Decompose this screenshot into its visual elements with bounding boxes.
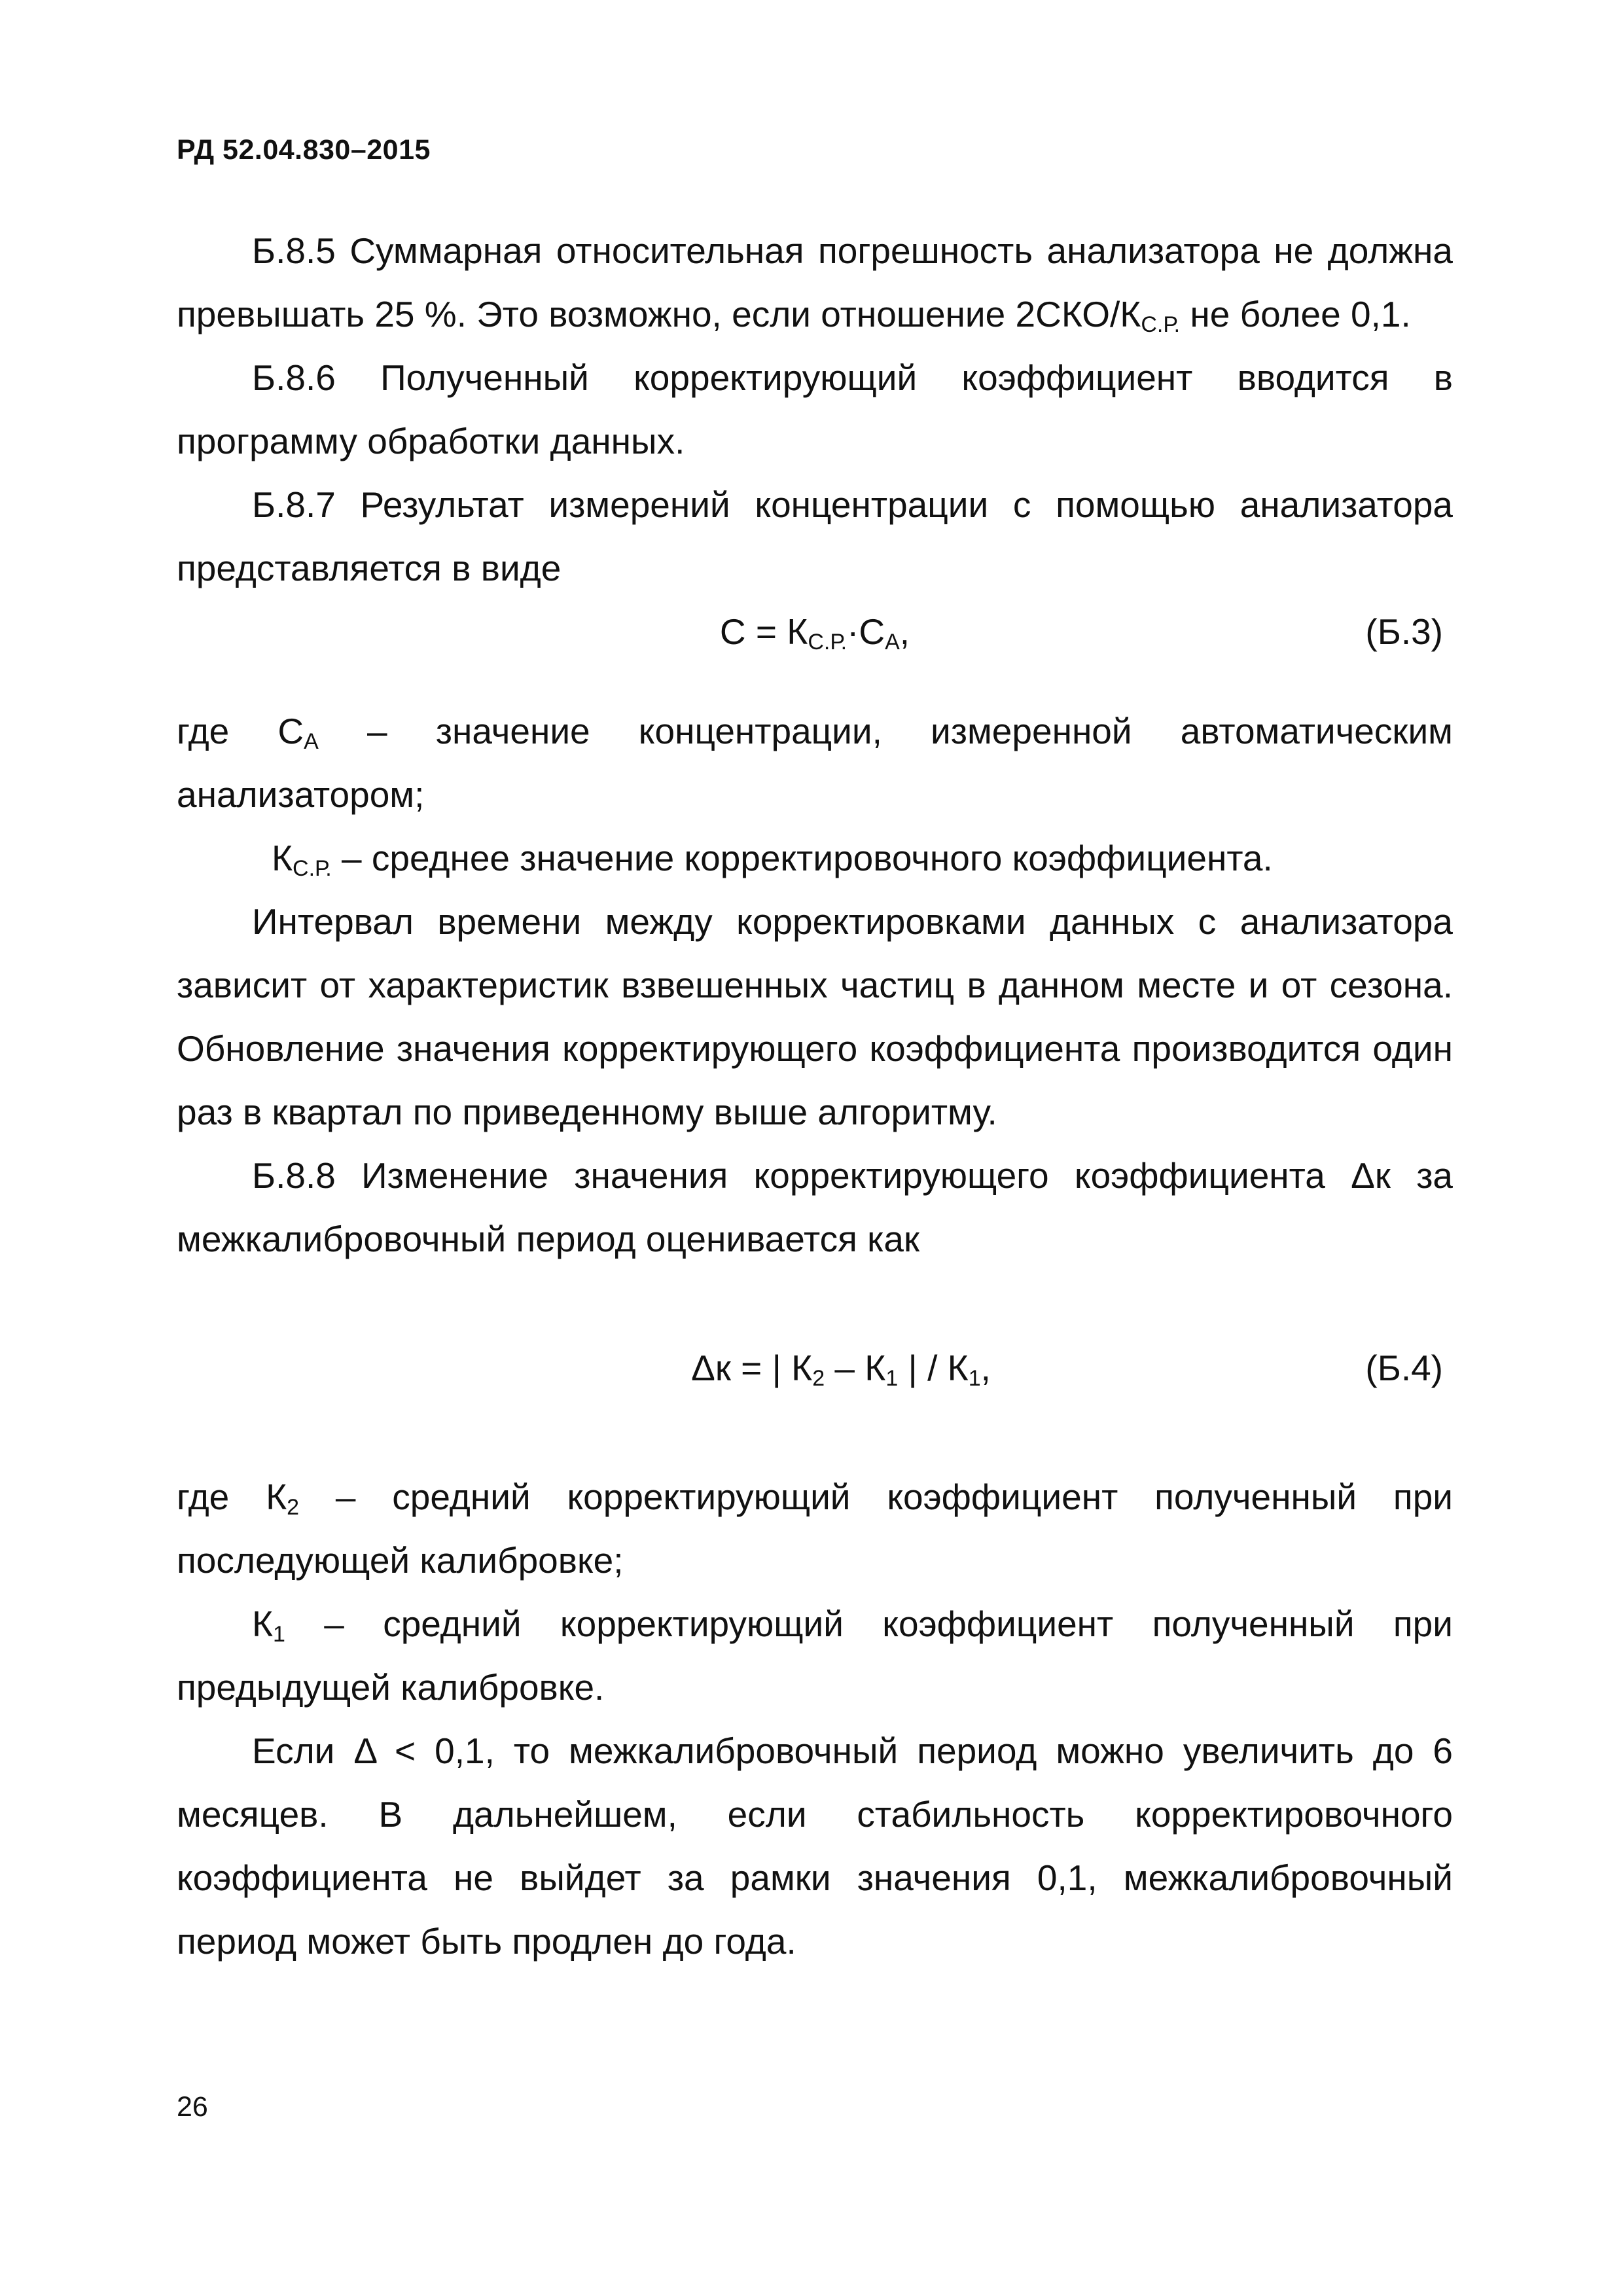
section-label-b87: Б.8.7 (252, 484, 336, 525)
paragraph-b86: Б.8.6 Полученный корректирующий коэффициент вводится в программу обработки данных. (177, 357, 1453, 461)
where-kcp: $К_{С.Р.}$ – среднее значение корректировочного коэффициента. (272, 838, 1273, 881)
paragraph-b85: Б.8.5 Суммарная относительная погрешность анализатора не должна превышать 25 %. Это возможно, если отношение $2СКО/К_{С.Р.}$ не более 0,1. (177, 230, 1453, 337)
paragraph-b87: Б.8.7 Результат измерений концентрации с помощью анализатора представляется в виде (177, 484, 1454, 588)
section-label-b88: Б.8.8 (252, 1155, 336, 1196)
paragraph-interval: Интервал времени между корректировками данных с анализатора зависит от характеристик взвешенных частиц в данном месте и от сезона. Обновление значения корректирующего коэффициента производится один раз в квартал по приведенному выше алгоритму. (177, 901, 1453, 1132)
paragraph-b88: Б.8.8 Изменение значения корректирующего коэффициента Δк за межкалибровочный период оценивается как (177, 1155, 1453, 1259)
where-k1: $К_1$ – средний корректирующий коэффициент полученный при предыдущей калибровке. (177, 1604, 1453, 1708)
formula-b4-number: (Б.4) (1365, 1348, 1443, 1388)
formula-b3 (177, 600, 1453, 664)
where-ca: где $С_А$ – значение концентрации, измеренной автоматическим анализатором; (177, 711, 1453, 815)
section-label-b85: Б.8.5 (252, 230, 336, 271)
where-k2: где $К_2$ – средний корректирующий коэффициент полученный при последующей калибровке; (177, 1477, 1454, 1581)
page-number: 26 (177, 2091, 208, 2123)
formula-b4-expression: Δк = | $К_2 - К_1$ | / $К_1$, (691, 1348, 991, 1391)
paragraph-final: Если Δ < 0,1, то межкалибровочный период можно увеличить до 6 месяцев. В дальнейшем, если стабильность корректировочного коэффициента не выйдет за рамки значения 0,1, межкалибровочный период может быть продлен до года. (177, 1731, 1453, 1962)
formula-b4 (177, 1336, 1453, 1400)
document-header: РД 52.04.830–2015 (177, 134, 431, 166)
document-body (177, 219, 1453, 1973)
section-label-b86: Б.8.6 (252, 357, 336, 398)
formula-b3-number: (Б.3) (1365, 611, 1443, 652)
formula-b3-expression: $С = К_{С.Р.}\cdot С_А$, (719, 611, 910, 655)
